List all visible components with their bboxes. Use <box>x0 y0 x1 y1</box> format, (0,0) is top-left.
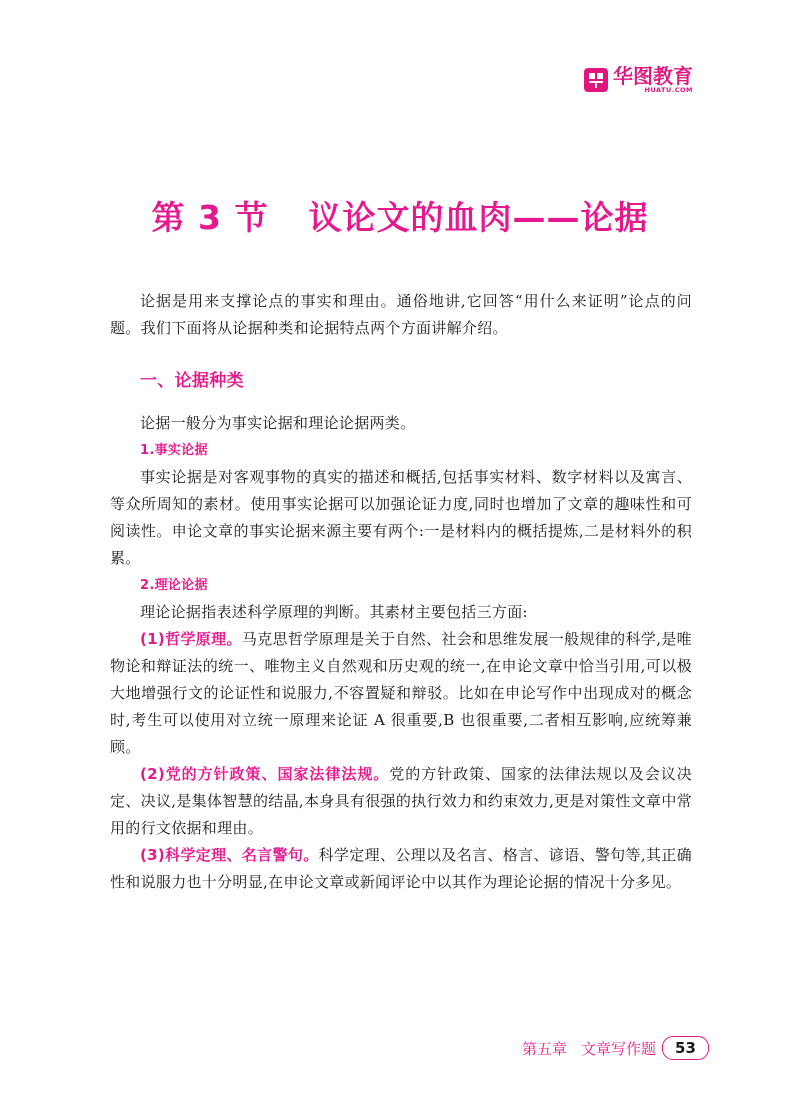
huatu-logo-icon <box>584 68 608 92</box>
intro-paragraph: 论据是用来支撑论点的事实和理由。通俗地讲,它回答“用什么来证明”论点的问题。我们下面将从论据种类和论据特点两个方面讲解介绍。 <box>110 292 692 337</box>
subheading-fact: 1.事实论据 <box>140 443 208 458</box>
theory-item-2 <box>110 761 692 842</box>
fact-paragraph: 事实论据是对客观事物的真实的描述和概括,包括事实材料、数字材料以及寓言、等众所周知的素材。使用事实论据可以加强论证力度,同时也增加了文章的趣味性和可阅读性。申论文章的事实论据来源主要有两个:一是材料内的概括提炼,二是材料外的积累。 <box>110 468 692 567</box>
theory-item-3-lead: (3)科学定理、名言警句。 <box>140 846 319 864</box>
main-content <box>110 288 692 896</box>
section-name: 议论文的血肉——论据 <box>308 198 649 237</box>
page-number: 53 <box>662 1036 709 1060</box>
logo-name: 华图教育 <box>613 64 693 88</box>
logo-url: HUATU.COM <box>644 86 693 94</box>
theory-item-2-text: 党的方针政策、国家的法律法规以及会议决定、决议,是集体智慧的结晶,本身具有很强的执行效力和约束效力,更是对策性文章中常用的行文依据和理由。 <box>110 765 693 837</box>
theory-intro: 理论论据指表述科学原理的判断。其素材主要包括三方面: <box>140 603 528 621</box>
theory-item-1 <box>110 626 692 761</box>
huatu-logo <box>584 66 693 94</box>
footer-topic: 文章写作题 <box>581 1039 657 1058</box>
page-footer <box>522 1036 709 1060</box>
section-heading-types: 一、论据种类 <box>140 371 244 391</box>
footer-chapter: 第五章 <box>522 1039 568 1058</box>
section-number: 第 3 节 <box>151 198 269 237</box>
theory-item-3 <box>110 842 692 896</box>
subheading-theory: 2.理论论据 <box>140 578 208 593</box>
types-intro: 论据一般分为事实论据和理论论据两类。 <box>140 414 416 432</box>
theory-item-1-lead: (1)哲学原理。 <box>140 630 242 648</box>
theory-item-3-text: 科学定理、公理以及名言、格言、谚语、警句等,其正确性和说服力也十分明显,在申论文章或新闻评论中以其作为理论论据的情况十分多见。 <box>110 846 692 891</box>
page-title <box>0 192 800 239</box>
theory-item-1-text: 马克思哲学原理是关于自然、社会和思维发展一般规律的科学,是唯物论和辩证法的统一、唯物主义自然观和历史观的统一,在申论文章中恰当引用,可以极大地增强行文的论证性和说服力,不容置疑和辩驳。比如在申论写作中出现成对的概念时,考生可以使用对立统一原理来论证 A 很重要,B 也很重要,二者相互影响,应统筹兼顾。 <box>110 630 692 756</box>
theory-item-2-lead: (2)党的方针政策、国家法律法规。 <box>140 765 390 783</box>
